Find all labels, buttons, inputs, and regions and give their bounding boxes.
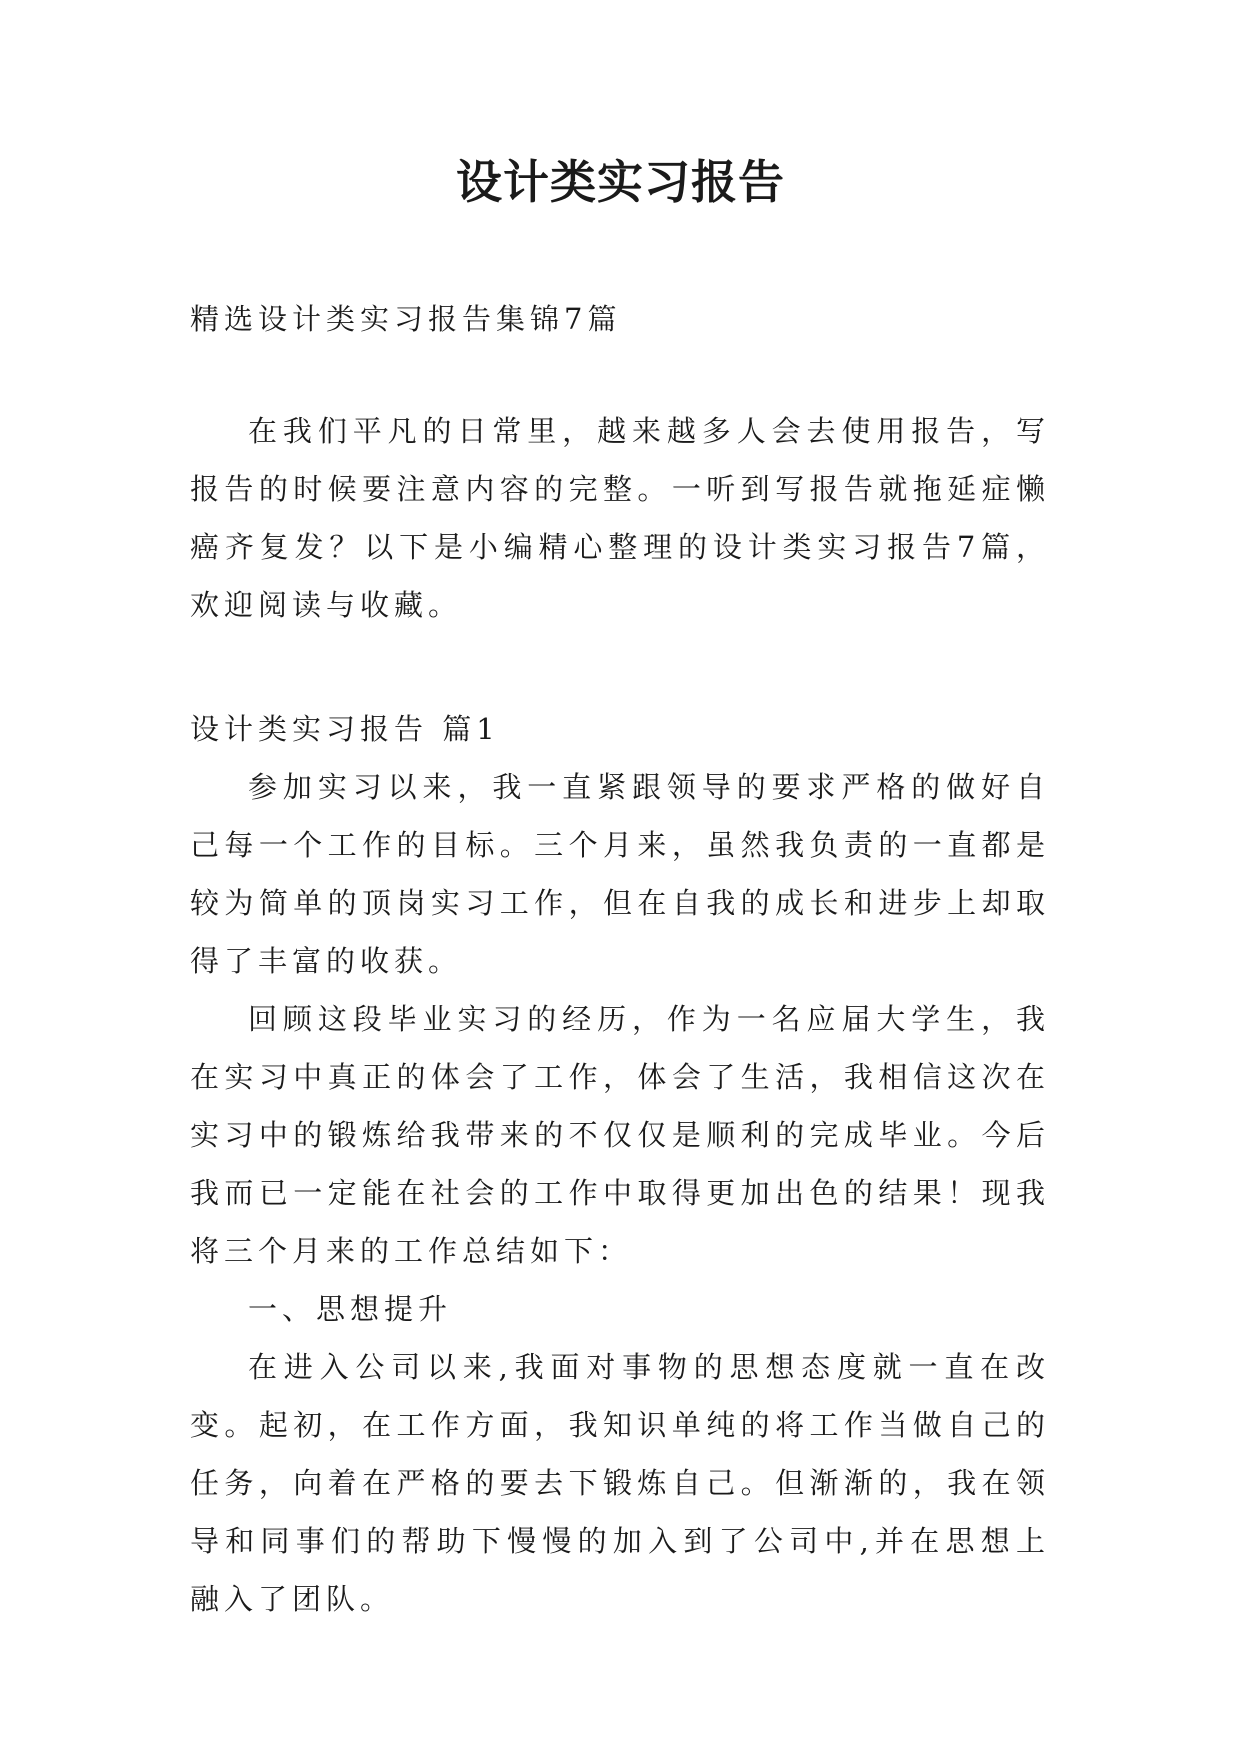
section-heading: 设计类实习报告 篇1 (190, 712, 500, 746)
subsection-heading: 一、思想提升 (248, 1292, 453, 1326)
intro-paragraph: 在我们平凡的日常里，越来越多人会去使用报告，写报告的时候要注意内容的完整。一听到写报告就拖延症懒癌齐复发？以下是小编精心整理的设计类实习报告7篇，欢迎阅读与收藏。 (190, 414, 1050, 622)
document-subtitle: 精选设计类实习报告集锦7篇 (190, 302, 622, 336)
document-title: 设计类实习报告 (456, 155, 785, 209)
section-1 (190, 700, 1050, 1628)
body-paragraph: 在进入公司以来,我面对事物的思想态度就一直在改变。起初，在工作方面，我知识单纯的将工作当做自己的任务，向着在严格的要去下锻炼自己。但渐渐的，我在领导和同事们的帮助下慢慢的加入到了公司中,并在思想上融入了团队。 (190, 1350, 1050, 1616)
intro-block (190, 402, 1050, 634)
body-paragraph: 回顾这段毕业实习的经历，作为一名应届大学生，我在实习中真正的体会了工作，体会了生活，我相信这次在实习中的锻炼给我带来的不仅仅是顺利的完成毕业。今后我而已一定能在社会的工作中取得更加出色的结果！现我将三个月来的工作总结如下： (190, 1002, 1050, 1268)
body-paragraph: 参加实习以来，我一直紧跟领导的要求严格的做好自己每一个工作的目标。三个月来，虽然我负责的一直都是较为简单的顶岗实习工作，但在自我的成长和进步上却取得了丰富的收获。 (190, 770, 1050, 978)
